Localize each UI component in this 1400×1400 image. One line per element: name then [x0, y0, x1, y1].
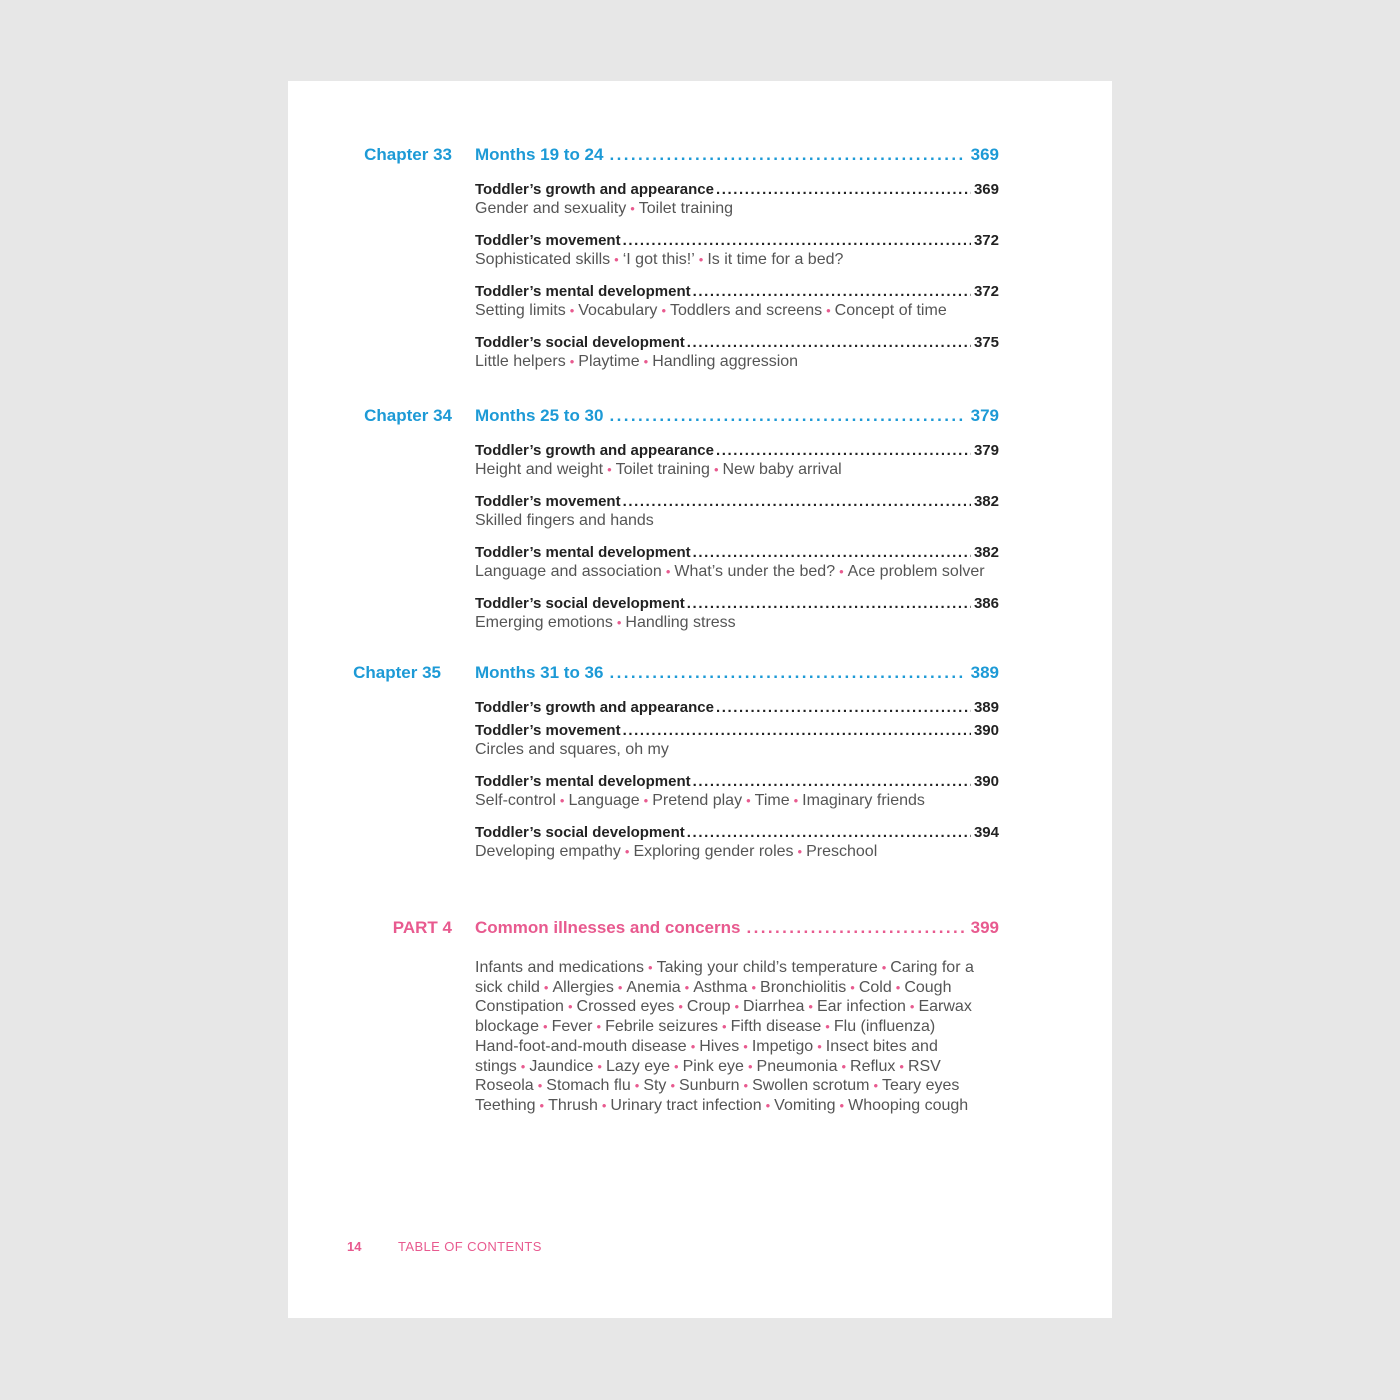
bullet-separator: •	[567, 999, 573, 1015]
bullet-separator: •	[684, 979, 690, 995]
topic-item: Febrile seizures	[605, 1018, 719, 1036]
section-title: Toddler’s social development	[475, 595, 685, 612]
section-entry	[475, 231, 999, 270]
leader-dots	[693, 772, 971, 791]
bullet-separator: •	[808, 999, 813, 1015]
footer-section-label: TABLE OF CONTENTS	[398, 1239, 542, 1254]
topic-item: What’s under the bed?	[674, 563, 836, 580]
bullet-separator: •	[881, 960, 887, 975]
bullet-separator: •	[734, 999, 740, 1015]
bullet-separator: •	[643, 354, 649, 369]
bullet-separator: •	[841, 1058, 847, 1074]
topic-item: Cough	[904, 978, 952, 996]
section-page-number: 382	[973, 544, 999, 561]
section-title: Toddler’s movement	[475, 722, 621, 739]
topic-item: Language	[568, 792, 640, 809]
topic-line	[475, 958, 1005, 978]
section-title: Toddler’s movement	[475, 232, 621, 249]
toc-page	[288, 81, 1112, 1318]
bullet-separator: •	[722, 1019, 727, 1035]
topic-item: Sty	[643, 1077, 667, 1095]
topic-item: Jaundice	[529, 1057, 594, 1075]
section-title: Toddler’s growth and appearance	[475, 699, 714, 716]
leader-dots	[716, 441, 971, 460]
section-title: Toddler’s mental development	[475, 544, 691, 561]
chapter-title: Months 31 to 36	[475, 663, 604, 682]
leader-dots	[716, 180, 971, 199]
topic-item: Vomiting	[774, 1096, 836, 1114]
section-title: Toddler’s social development	[475, 334, 685, 351]
bullet-separator: •	[746, 793, 751, 808]
section-entry	[475, 282, 999, 321]
leader-dots	[716, 698, 971, 717]
section-page-number: 389	[973, 699, 999, 716]
leader-dots	[693, 543, 971, 562]
topic-item: stings	[475, 1057, 517, 1075]
topic-item: New baby arrival	[722, 461, 842, 478]
topic-item: Toilet training	[615, 461, 710, 478]
bullet-separator: •	[765, 1097, 771, 1113]
section-title: Toddler’s growth and appearance	[475, 181, 714, 198]
bullet-separator: •	[825, 1019, 830, 1035]
bullet-separator: •	[661, 303, 666, 318]
part-topics	[475, 958, 1005, 1116]
section-page-number: 375	[973, 334, 999, 351]
topic-item: Asthma	[693, 978, 748, 996]
topic-item: Ace problem solver	[847, 563, 985, 580]
bullet-separator: •	[665, 564, 671, 579]
topic-item: Exploring gender roles	[633, 843, 794, 860]
leader-dots	[623, 721, 971, 740]
topic-line	[475, 1057, 1005, 1077]
topic-item: Anemia	[626, 978, 681, 996]
bullet-separator: •	[617, 979, 623, 995]
leader-dots	[623, 492, 971, 511]
topic-item: Pneumonia	[756, 1057, 838, 1075]
section-topics	[475, 250, 999, 270]
topic-item: Crossed eyes	[576, 998, 675, 1016]
leader-dots	[687, 823, 971, 842]
topic-item: Skilled fingers and hands	[475, 512, 654, 529]
bullet-separator: •	[895, 979, 901, 995]
bullet-separator: •	[607, 462, 612, 477]
section-page-number: 390	[973, 722, 999, 739]
topic-line	[475, 1037, 1005, 1057]
section-page-number: 390	[973, 773, 999, 790]
chapter-title-row	[475, 406, 999, 426]
section-title-row	[475, 333, 999, 352]
bullet-separator: •	[678, 999, 683, 1015]
topic-item: Infants and medications	[475, 959, 644, 976]
bullet-separator: •	[850, 979, 855, 995]
section-title: Toddler’s social development	[475, 824, 685, 841]
bullet-separator: •	[670, 1078, 675, 1094]
section-title-row	[475, 698, 999, 717]
chapter-title: Months 25 to 30	[475, 406, 604, 425]
bullet-separator: •	[624, 844, 630, 859]
bullet-separator: •	[797, 844, 803, 859]
topic-item: Cold	[858, 978, 892, 996]
topic-item: Constipation	[475, 998, 564, 1016]
topic-item: Imaginary friends	[802, 792, 925, 809]
section-page-number: 379	[973, 442, 999, 459]
chapter-page-number: 379	[970, 406, 999, 425]
chapter-label: Chapter 33	[364, 145, 452, 164]
topic-item: Flu (influenza)	[833, 1018, 936, 1036]
topic-item: Whooping cough	[848, 1096, 969, 1114]
topic-item: Toddlers and screens	[670, 302, 823, 319]
section-page-number: 382	[973, 493, 999, 510]
topic-item: sick child	[475, 978, 540, 996]
topic-item: Self-control	[475, 792, 556, 809]
topic-item: Diarrhea	[743, 998, 805, 1016]
bullet-separator: •	[909, 999, 915, 1015]
bullet-separator: •	[614, 252, 619, 267]
section-title: Toddler’s mental development	[475, 283, 691, 300]
topic-item: Bronchiolitis	[760, 978, 847, 996]
bullet-separator: •	[713, 462, 719, 477]
section-title-row	[475, 282, 999, 301]
leader-dots	[623, 231, 971, 250]
topic-item: Taking your child’s temperature	[656, 959, 878, 976]
section-entry	[475, 594, 999, 633]
section-topics	[475, 740, 999, 760]
bullet-separator: •	[616, 615, 622, 630]
topic-item: Handling stress	[625, 614, 736, 631]
bullet-separator: •	[520, 1058, 526, 1074]
topic-item: Vocabulary	[578, 302, 658, 319]
topic-item: ‘I got this!’	[622, 251, 695, 268]
topic-item: Allergies	[552, 978, 614, 996]
leader-dots	[693, 282, 971, 301]
topic-item: Sunburn	[679, 1077, 740, 1095]
topic-item: Insect bites and	[825, 1037, 938, 1055]
topic-item: Thrush	[548, 1096, 598, 1114]
bullet-separator: •	[597, 1058, 602, 1074]
topic-item: Fever	[551, 1018, 593, 1036]
section-title-row	[475, 772, 999, 791]
topic-item: Toilet training	[638, 200, 734, 217]
bullet-separator: •	[537, 1078, 543, 1094]
part-title-row	[475, 918, 999, 938]
section-title-row	[475, 721, 999, 740]
section-title-row	[475, 492, 999, 511]
topic-item: Roseola	[475, 1077, 534, 1095]
section-title-row	[475, 594, 999, 613]
bullet-separator: •	[543, 1019, 548, 1035]
section-topics	[475, 301, 999, 321]
topic-item: Time	[754, 792, 790, 809]
section-page-number: 372	[973, 232, 999, 249]
topic-item: Impetigo	[751, 1037, 814, 1055]
bullet-separator: •	[634, 1078, 640, 1094]
section-entry	[475, 333, 999, 372]
topic-item: Hives	[699, 1037, 740, 1055]
leader-dots	[609, 406, 964, 426]
section-entry	[475, 823, 999, 862]
topic-item: Is it time for a bed?	[707, 251, 844, 268]
topic-line	[475, 978, 1005, 998]
bullet-separator: •	[826, 303, 831, 318]
topic-line	[475, 1076, 1005, 1096]
bullet-separator: •	[698, 252, 704, 267]
bullet-separator: •	[743, 1078, 749, 1094]
bullet-separator: •	[873, 1078, 878, 1094]
section-title-row	[475, 823, 999, 842]
section-topics	[475, 562, 999, 582]
bullet-separator: •	[601, 1097, 607, 1113]
chapter-label: Chapter 35	[353, 663, 441, 682]
topic-item: blockage	[475, 1018, 540, 1036]
bullet-separator: •	[569, 354, 575, 369]
chapter-page-number: 369	[970, 145, 999, 164]
topic-item: Swollen scrotum	[752, 1077, 870, 1095]
bullet-separator: •	[793, 793, 799, 808]
topic-item: Hand-foot-and-mouth disease	[475, 1037, 687, 1055]
leader-dots	[609, 663, 964, 683]
leader-dots	[687, 594, 971, 613]
section-page-number: 386	[973, 595, 999, 612]
bullet-separator: •	[539, 1097, 545, 1113]
section-page-number: 372	[973, 283, 999, 300]
topic-item: Teary eyes	[882, 1077, 960, 1095]
topic-item: Little helpers	[475, 353, 566, 370]
section-entry	[475, 180, 999, 219]
page-footer	[347, 1239, 542, 1254]
bullet-separator: •	[690, 1038, 696, 1054]
topic-item: Teething	[475, 1096, 536, 1114]
bullet-separator: •	[839, 1097, 845, 1113]
bullet-separator: •	[648, 960, 653, 975]
section-topics	[475, 511, 999, 531]
section-topics	[475, 613, 999, 633]
chapter-label: Chapter 34	[364, 406, 452, 425]
topic-item: RSV	[907, 1057, 941, 1075]
topic-item: Sophisticated skills	[475, 251, 611, 268]
bullet-separator: •	[743, 1038, 748, 1054]
bullet-separator: •	[817, 1038, 822, 1054]
topic-item: Urinary tract infection	[610, 1096, 762, 1114]
topic-item: Fifth disease	[730, 1018, 822, 1036]
section-title: Toddler’s movement	[475, 493, 621, 510]
topic-item: Emerging emotions	[475, 614, 613, 631]
section-title: Toddler’s growth and appearance	[475, 442, 714, 459]
section-title-row	[475, 441, 999, 460]
section-title-row	[475, 231, 999, 250]
section-entry	[475, 441, 999, 480]
footer-page-number: 14	[347, 1239, 362, 1254]
topic-item: Preschool	[806, 843, 878, 860]
section-topics	[475, 791, 999, 811]
topic-item: Concept of time	[834, 302, 947, 319]
part-label: PART 4	[392, 918, 452, 937]
topic-item: Stomach flu	[546, 1077, 631, 1095]
leader-dots	[746, 918, 964, 938]
topic-item: Croup	[686, 998, 731, 1016]
bullet-separator: •	[674, 1058, 679, 1074]
section-title: Toddler’s mental development	[475, 773, 691, 790]
topic-item: Developing empathy	[475, 843, 621, 860]
topic-item: Reflux	[850, 1057, 896, 1075]
section-title-row	[475, 180, 999, 199]
leader-dots	[687, 333, 971, 352]
part-title: Common illnesses and concerns	[475, 918, 741, 937]
topic-line	[475, 1017, 1005, 1037]
topic-item: Lazy eye	[605, 1057, 671, 1075]
leader-dots	[609, 145, 964, 165]
section-title-row	[475, 543, 999, 562]
section-page-number: 394	[973, 824, 999, 841]
topic-item: Handling aggression	[652, 353, 799, 370]
section-entry	[475, 543, 999, 582]
bullet-separator: •	[899, 1058, 904, 1074]
part-page-number: 399	[970, 918, 999, 937]
topic-line	[475, 1096, 1005, 1116]
topic-item: Circles and squares, oh my	[475, 741, 669, 758]
chapter-title: Months 19 to 24	[475, 145, 604, 164]
section-entry	[475, 698, 999, 717]
bullet-separator: •	[596, 1019, 602, 1035]
topic-item: Setting limits	[475, 302, 566, 319]
section-entry	[475, 772, 999, 811]
topic-item: Ear infection	[816, 998, 906, 1016]
section-entry	[475, 721, 999, 760]
topic-item: Pretend play	[652, 792, 743, 809]
topic-item: Caring for a	[890, 959, 974, 976]
topic-item: Height and weight	[475, 461, 604, 478]
section-topics	[475, 352, 999, 372]
bullet-separator: •	[643, 793, 649, 808]
bullet-separator: •	[630, 201, 635, 216]
topic-item: Playtime	[578, 353, 640, 370]
bullet-separator: •	[559, 793, 565, 808]
bullet-separator: •	[543, 979, 549, 995]
bullet-separator: •	[839, 564, 844, 579]
bullet-separator: •	[569, 303, 575, 318]
topic-line	[475, 997, 1005, 1017]
section-topics	[475, 842, 999, 862]
chapter-title-row	[475, 663, 999, 683]
section-topics	[475, 460, 999, 480]
chapter-title-row	[475, 145, 999, 165]
bullet-separator: •	[747, 1058, 753, 1074]
chapter-page-number: 389	[970, 663, 999, 682]
section-entry	[475, 492, 999, 531]
bullet-separator: •	[751, 979, 757, 995]
section-topics	[475, 199, 999, 219]
topic-item: Pink eye	[682, 1057, 744, 1075]
topic-item: Gender and sexuality	[475, 200, 627, 217]
topic-item: Language and association	[475, 563, 662, 580]
section-page-number: 369	[973, 181, 999, 198]
topic-item: Earwax	[918, 998, 972, 1016]
